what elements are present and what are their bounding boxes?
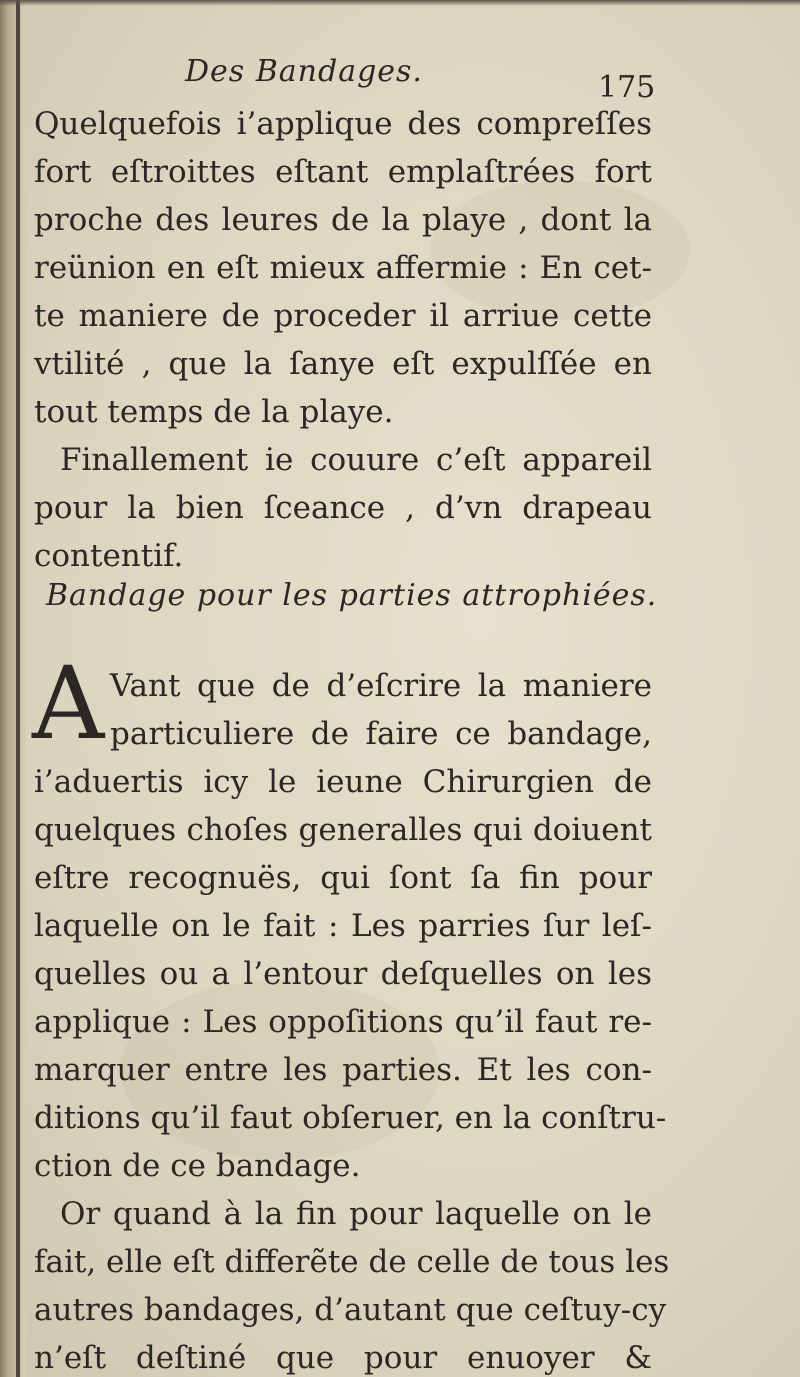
text-line: Or quand à la fin pour laquelle on le <box>60 1196 652 1232</box>
text-line: quelques choſes generalles qui doiuent <box>34 812 652 848</box>
text-line: tout temps de la playe. <box>34 394 394 430</box>
section-heading: Bandage pour les parties attrophiées. <box>46 578 658 613</box>
running-head: Des Bandages. <box>185 54 423 89</box>
text-line: vtilité , que la ſanye eſt expulſſée en <box>34 346 652 382</box>
text-line: fort eſtroittes eſtant emplaſtrées fort <box>34 154 652 190</box>
text-line: autres bandages, d’autant que ceſtuy-cy <box>34 1292 667 1328</box>
text-line: marquer entre les parties. Et les con- <box>34 1052 652 1088</box>
text-line: laquelle on le fait : Les parries ſur leſ- <box>34 908 652 944</box>
text-line: ction de ce bandage. <box>34 1148 361 1184</box>
text-line: proche des leures de la playe , dont la <box>34 202 652 238</box>
text-line: ditions qu’il faut obſeruer, en la conſtru- <box>34 1100 667 1136</box>
text-line: reünion en eſt mieux affermie : En cet- <box>34 250 652 286</box>
text-line: eſtre recognuës, qui ſont ſa fin pour <box>34 860 652 896</box>
text-line: te maniere de proceder il arriue cette <box>34 298 652 334</box>
text-line: Quelquefois i’applique des compreſſes <box>34 106 652 142</box>
book-binding <box>0 0 26 1377</box>
text-line: particuliere de faire ce bandage, <box>110 716 652 752</box>
text-line: Finallement ie couure c’eſt appareil <box>60 442 652 478</box>
text-line: n’eſt deſtiné que pour enuoyer & <box>34 1340 652 1376</box>
text-line: contentif. <box>34 538 184 574</box>
drop-cap: A <box>32 645 105 762</box>
gutter-line <box>16 0 20 1377</box>
page-number: 175 <box>598 70 656 105</box>
text-line: i’aduertis icy le ieune Chirurgien de <box>34 764 652 800</box>
text-line: applique : Les oppoſitions qu’il faut re- <box>34 1004 652 1040</box>
text-line: pour la bien ſceance , d’vn drapeau <box>34 490 652 526</box>
text-line: Vant que de d’eſcrire la maniere <box>110 668 652 704</box>
text-line: fait, elle eſt differẽte de celle de tous les <box>34 1244 670 1280</box>
page-top-edge <box>0 0 800 6</box>
text-line: quelles ou a l’entour deſquelles on les <box>34 956 652 992</box>
